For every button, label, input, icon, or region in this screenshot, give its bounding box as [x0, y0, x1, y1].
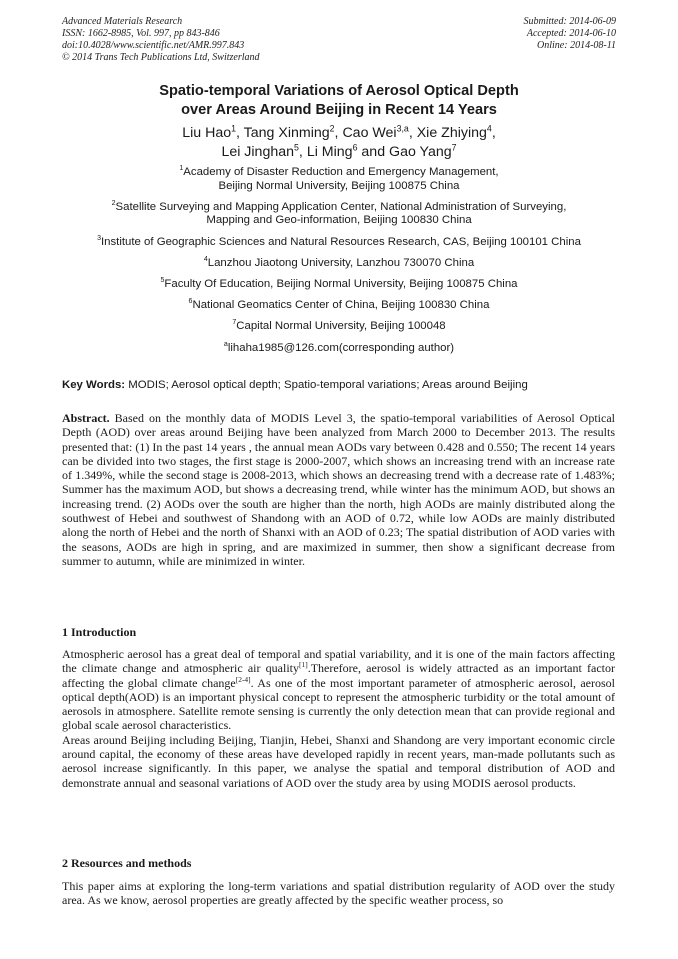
author-name: Cao Wei [342, 125, 397, 141]
online-date: Online: 2014-08-11 [537, 40, 616, 51]
author-name: Xie Zhiying [416, 125, 487, 141]
journal-info [62, 16, 260, 64]
citation-ref: [1] [299, 660, 308, 670]
issn-line: ISSN: 1662-8985, Vol. 997, pp 843-846 [62, 28, 220, 39]
authors-line-2: Lei Jinghan$^5$, Li Ming$^6$ and Gao Yang$^7$ [221, 142, 457, 160]
introduction-body [62, 647, 615, 790]
affiliation-4: $^4$Lanzhou Jiaotong University, Lanzhou 730070 China [203, 255, 475, 269]
author-name: Lei Jinghan [221, 144, 295, 160]
section-heading-introduction: 1 Introduction [62, 625, 137, 639]
affiliation-7: $^7$Capital Normal University, Beijing 100048 [232, 319, 446, 333]
intro-paragraph-1: Atmospheric aerosol has a great deal of temporal and spatial variability, and it is one of the main factors affecting the climate change and atmospheric air quality[1].Therefore, aerosol is widely attracted as an important factor affecting the global climate change[2-4]. As one of the most important parameter of atmospheric aerosol, aerosol optical depth(AOD) is an important physical concept to represent the atmospheric turbidity or the total amount of aerosols in atmosphere. Satellite remote sensing is currently the only detection mean that can provide regional and global scale aerosol characteristics. [62, 647, 615, 733]
affiliation-5: $^5$Faculty Of Education, Beijing Normal University, Beijing 100875 China [160, 277, 518, 290]
keywords-text: MODIS; Aerosol optical depth; Spatio-temporal variations; Areas around Beijing [128, 379, 528, 391]
keywords [62, 378, 622, 392]
author-name: Li Ming [306, 144, 353, 160]
title-line-2: over Areas Around Beijing in Recent 14 Years [181, 102, 497, 118]
submission-dates [524, 16, 617, 52]
methods-paragraph-1: This paper aims at exploring the long-term variations and spatial distribution regularity of AOD over the study area. As we know, aerosol properties are greatly affected by the specific weather process, so [62, 879, 615, 908]
corresponding-email: $^a$lihaha1985@126.com(corresponding author) [223, 340, 455, 354]
abstract-label: Abstract. [62, 411, 110, 425]
accepted-date: Accepted: 2014-06-10 [526, 28, 616, 39]
authors-line-1: Liu Hao$^1$, Tang Xinming$^2$, Cao Wei$^{3,a}$, Xie Zhiying$^4$, [182, 123, 496, 141]
methods-body [62, 879, 615, 908]
affiliation-2: $^2$Satellite Surveying and Mapping Application Center, National Administration of Surveying, Mapping and Geo-information, Beijing 100830 China [111, 199, 567, 227]
author-name: Tang Xinming [243, 125, 330, 141]
intro-paragraph-2: Areas around Beijing including Beijing, Tianjin, Hebei, Shanxi and Shandong are very important economic circle around capital, the economy of these areas have developed rapidly in recent years, man-made pollutants such as aerosol increase significantly. In this paper, we analyse the spatial and temporal distribution of AOD and demonstrate annual and seasonal variations of AOD over the study area by using MODIS aerosol products. [62, 732, 615, 790]
title-line-1: Spatio-temporal Variations of Aerosol Optical Depth [159, 83, 519, 99]
paper-title [0, 82, 678, 120]
author-name: Liu Hao [182, 125, 232, 141]
copyright-line: © 2014 Trans Tech Publications Ltd, Switzerland [62, 52, 260, 63]
abstract-text: Based on the monthly data of MODIS Level 3, the spatio-temporal variabilities of Aerosol Optical Depth (AOD) over areas around Beijing have been analyzed from March 2000 to December 2013. The results presented that: (1) In the past 14 years , the annual mean AODs vary between 0.428 and 0.550; The recent 14 years can be divided into two stages, the first stage is 2000-2007, which shows an increasing trend with an increase rate of 1.349%, while the second stage is 2008-2013, which shows an decreasing trend with a decrease rate of 1.483%; Summer has the maximum AOD, but shows a decreasing trend, while winter has the minimum AOD, but shows an increasing trend. (2) AODs over the south are higher than the north, high AODs are mainly distributed along the southwest of Hebei and southwest of Shandong with an AOD of 0.72, while low AODs are mainly distributed along the north of Hebei and the north of Shanxi with an AOD of 0.23; The spatial distribution of AOD varies with the seasons, AODs are high in spring, and are maximized in summer, then show a significant decrease from summer to autumn, while are minimized in winter. [62, 411, 615, 568]
abstract [62, 411, 615, 568]
keywords-label: Key Words: [62, 379, 126, 391]
affiliation-6: $^6$National Geomatics Center of China, Beijing 100830 China [188, 298, 490, 312]
affiliation-3: $^3$Institute of Geographic Sciences and Natural Resources Research, CAS, Beijing 100101 China [97, 234, 581, 248]
author-name: Gao Yang [389, 144, 452, 160]
submitted-date: Submitted: 2014-06-09 [523, 16, 616, 27]
journal-name: Advanced Materials Research [62, 16, 183, 27]
affiliations [0, 166, 678, 363]
author-list [0, 124, 678, 162]
citation-ref: [2-4] [235, 674, 251, 684]
doi-line: doi:10.4028/www.scientific.net/AMR.997.843 [62, 40, 245, 51]
section-heading-methods: 2 Resources and methods [62, 856, 192, 870]
affiliation-1: $^1$Academy of Disaster Reduction and Emergency Management, Beijing Normal University, Beijing 100875 China [179, 165, 499, 192]
